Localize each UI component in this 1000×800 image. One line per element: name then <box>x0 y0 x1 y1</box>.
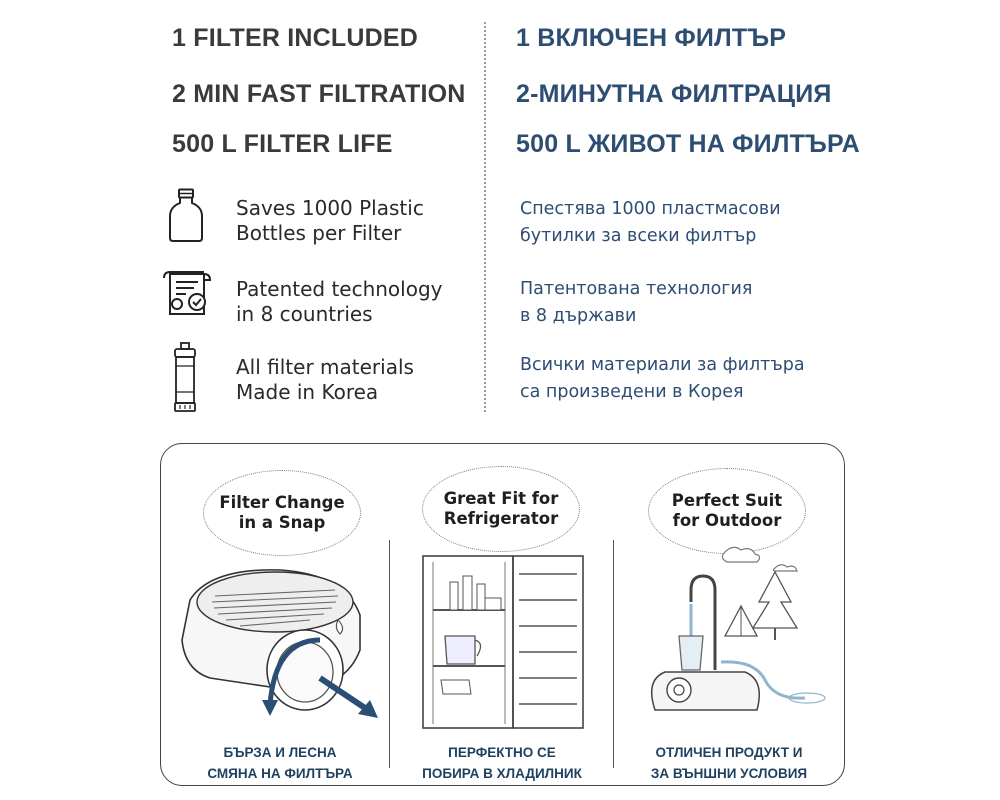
caption-filter-change: БЪРЗА И ЛЕСНА СМЯНА НА ФИЛТЪРА <box>207 745 353 781</box>
patent-certificate-icon <box>160 268 212 320</box>
headline-bg-3: 500 L ЖИВОТ НА ФИЛТЪРА <box>516 130 860 158</box>
feature-bg-3: Всички материали за филтъра са произведени в Корея <box>520 355 805 402</box>
refrigerator-illustration <box>405 548 605 733</box>
caption-outdoor: ОТЛИЧЕН ПРОДУКТ И ЗА ВЪНШНИ УСЛОВИЯ <box>650 745 808 781</box>
panel-separator-1 <box>389 540 390 768</box>
panel-separator-2 <box>613 540 614 768</box>
filter-cartridge-icon <box>172 342 198 414</box>
outdoor-illustration <box>625 540 835 730</box>
headline-bg-1: 1 ВКЛЮЧЕН ФИЛТЪР <box>516 24 787 52</box>
feature-en-2: Patented technology in 8 countries <box>236 277 443 326</box>
bubble-refrigerator: Great Fit for Refrigerator <box>422 466 580 552</box>
caption-refrigerator: ПЕРФЕКТНО СЕ ПОБИРА В ХЛАДИЛНИК <box>422 745 582 781</box>
plastic-bottle-icon <box>166 188 206 244</box>
feature-bg-1: Спестява 1000 пластмасови бутилки за всеки филтър <box>520 199 781 246</box>
bubble-outdoor: Perfect Suit for Outdoor <box>648 468 806 554</box>
headline-en-3: 500 L FILTER LIFE <box>172 130 393 158</box>
headline-en-1: 1 FILTER INCLUDED <box>172 24 418 52</box>
headline-en-2: 2 MIN FAST FILTRATION <box>172 80 466 108</box>
feature-en-3: All filter materials Made in Korea <box>236 355 414 404</box>
bubble-filter-change: Filter Change in a Snap <box>203 470 361 556</box>
filter-change-illustration <box>170 560 385 725</box>
headline-bg-2: 2-МИНУТНА ФИЛТРАЦИЯ <box>516 80 832 108</box>
feature-en-1: Saves 1000 Plastic Bottles per Filter <box>236 196 424 245</box>
feature-bg-2: Патентована технология в 8 държави <box>520 279 753 326</box>
